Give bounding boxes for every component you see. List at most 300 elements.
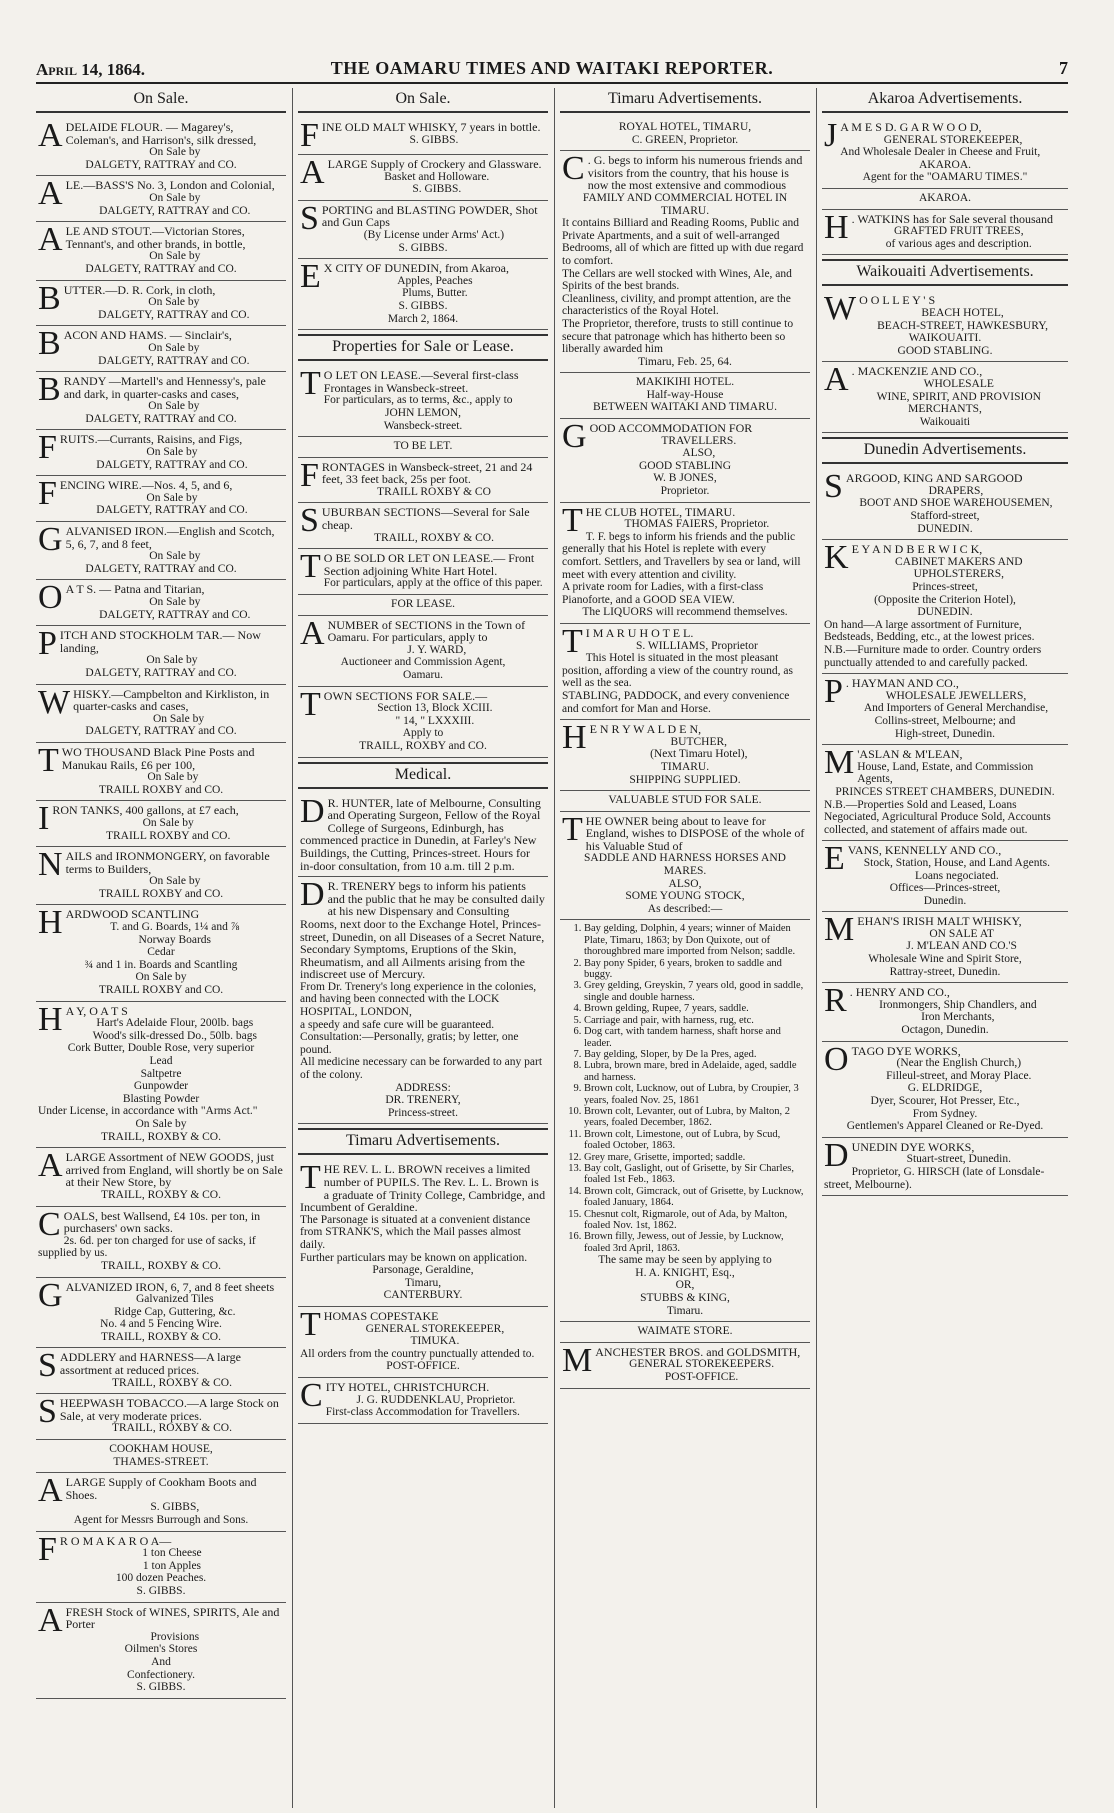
ad-text: MERCHANTS, xyxy=(908,403,982,416)
advertisement xyxy=(298,201,548,259)
ad-text: AKAROA. xyxy=(918,158,972,171)
ad-text: TRAILL ROXBY and CO. xyxy=(98,783,224,796)
ad-headline: AILS and IRONMONGERY, on favorable terms to Builders, xyxy=(65,849,270,876)
drop-cap: T xyxy=(562,622,583,660)
section-heading: On Sale. xyxy=(36,88,286,113)
ad-text: On Sale by xyxy=(142,816,194,829)
ad-headline: ADDLERY and HARNESS—A large assortment at reduced prices. xyxy=(59,1350,241,1378)
ad-headline: A M E S D. G A R W O O D, xyxy=(840,120,982,134)
ad-text: First-class Accommodation for Travellers. xyxy=(325,1406,520,1419)
ad-text: On Sale by xyxy=(135,1117,187,1130)
ad-headline: TAGO DYE WORKS, xyxy=(851,1043,961,1058)
ad-headline: 'ASLAN & M'LEAN, xyxy=(857,747,963,762)
ad-text: DALGETY, RATTRAY and CO. xyxy=(96,458,248,471)
drop-cap: B xyxy=(38,279,61,317)
advertisement xyxy=(822,841,1068,912)
stock-item: 7. Bay gelding, Sloper, by De la Pres, aged. xyxy=(584,1049,808,1060)
ad-text: S. GIBBS, xyxy=(150,1501,200,1514)
drop-cap: S xyxy=(38,1347,57,1385)
column-rule xyxy=(292,88,293,1808)
ad-headline: VALUABLE STUD FOR SALE. xyxy=(608,794,762,807)
ad-text: Ridge Cap, Guttering, &c. xyxy=(114,1305,236,1318)
drop-cap: T xyxy=(38,741,59,779)
drop-cap: C xyxy=(300,1376,323,1414)
ad-text: S. GIBBS. xyxy=(398,241,448,254)
ad-text: It contains Billiard and Reading Rooms, Public and Private Apartments, and a suit of well-arranged Bedrooms, all of which are fitted up with due regard to comfort. xyxy=(562,217,804,267)
advertisement xyxy=(822,362,1068,433)
ad-text: S. WILLIAMS, Proprietor xyxy=(635,639,758,652)
drop-cap: F xyxy=(300,117,319,154)
ad-text: Iron Merchants, xyxy=(921,1011,995,1024)
drop-cap: A xyxy=(300,154,325,191)
column-rule xyxy=(554,88,555,1808)
ad-headline: . MACKENZIE AND CO., xyxy=(851,364,983,379)
ad-headline: R. HUNTER, late of Melbourne, Consulting and Operating Surgeon, Fellow of the Royal College of Surgeons, Edinburgh, has commenced practice in Dunedin, at Farley's New Buildings, the Cutting, Princes-street. Hours for in-door consultation, from 10 a.m. till 2 p.m. xyxy=(300,795,541,873)
advertisement xyxy=(560,503,810,624)
ad-text: DALGETY, RATTRAY and CO. xyxy=(99,204,251,217)
ad-text: Agent for the "OAMARU TIMES." xyxy=(862,171,1028,184)
ad-text: GENERAL STOREKEEPERS. xyxy=(629,1358,775,1371)
ad-text: J. M'LEAN AND CO.'S xyxy=(906,940,1017,953)
ad-headline: ROYAL HOTEL, TIMARU, xyxy=(618,121,752,133)
ad-text: Section 13, Block XCIII. xyxy=(377,702,493,715)
ad-text: Dyer, Scourer, Hot Presser, Etc., xyxy=(870,1095,1020,1107)
ad-text: Ironmongers, Ship Chandlers, and xyxy=(879,998,1037,1011)
ad-headline: OWN SECTIONS FOR SALE.— xyxy=(323,688,488,703)
ad-text: 1 ton Cheese xyxy=(142,1547,202,1560)
drop-cap: G xyxy=(562,418,587,456)
stock-item: 5. Carriage and pair, with harness, rug, etc. xyxy=(584,1015,808,1026)
ad-text: a speedy and safe cure will be guaranteed. xyxy=(300,1018,495,1031)
ad-text: Loans negociated. xyxy=(915,869,999,882)
drop-cap: A xyxy=(38,1147,63,1185)
ad-text: Proprietor, G. HIRSCH (late of Lonsdale-street, Melbourne). xyxy=(824,1165,1045,1191)
drop-cap: D xyxy=(300,792,325,830)
ad-text: Plums, Butter. xyxy=(402,287,468,300)
ad-text: Provisions xyxy=(150,1630,200,1643)
advertisement xyxy=(822,983,1068,1041)
drop-cap: T xyxy=(300,1305,321,1343)
ad-text: Princes-street, xyxy=(912,581,978,594)
ad-text: All orders from the country punctually attended to. xyxy=(300,1347,535,1360)
ad-text: BUTCHER, xyxy=(670,735,728,748)
drop-cap: T xyxy=(300,548,321,586)
ad-text: S. GIBBS. xyxy=(409,133,459,146)
column-on-sale-1 xyxy=(36,88,286,1808)
ad-text: On Sale by xyxy=(146,654,198,667)
ad-text: No. 4 and 5 Fencing Wire. xyxy=(100,1318,222,1331)
ad-text: Timaru, Feb. 25, 64. xyxy=(638,355,732,368)
ad-headline: UNEDIN DYE WORKS, xyxy=(851,1139,975,1154)
ad-text: Gentlemen's Apparel Cleaned or Re-Dyed. xyxy=(846,1120,1044,1133)
ad-text: DALGETY, RATTRAY and CO. xyxy=(99,608,251,621)
drop-cap: C xyxy=(38,1205,61,1243)
drop-cap: F xyxy=(38,475,57,513)
ad-text: Wholesale Wine and Spirit Store, xyxy=(868,953,1022,966)
ad-text: Cedar xyxy=(147,946,175,959)
advertisement xyxy=(298,437,548,458)
ad-text: THOMAS FAIERS, Proprietor. xyxy=(624,518,770,531)
stock-contact: H. A. KNIGHT, Esq., xyxy=(635,1266,735,1279)
ad-text: Galvanized Tiles xyxy=(135,1293,214,1306)
ad-text: Collins-street, Melbourne; and xyxy=(874,714,1016,727)
ad-text: From Dr. Trenery's long experience in the colonies, and having been connected with the LOCK HOSPITAL, LONDON, xyxy=(300,980,537,1019)
drop-cap: E xyxy=(300,258,321,296)
ad-headline: I M A R U H O T E L. xyxy=(585,625,694,640)
ad-text: DALGETY, RATTRAY and CO. xyxy=(85,158,237,171)
ad-headline: OOD ACCOMMODATION FOR xyxy=(589,421,753,436)
ad-text: S. GIBBS. xyxy=(412,183,462,196)
advertisement xyxy=(36,430,286,476)
ad-text: On Sale by xyxy=(152,712,205,725)
ad-text: For particulars, as to terms, &c., apply to xyxy=(323,394,513,407)
ad-text: Cork Butter, Double Rose, very superior xyxy=(67,1042,255,1055)
ad-text: TRAILL, ROXBY & CO. xyxy=(373,531,494,544)
stock-item: 12. Grey mare, Grisette, imported; saddle. xyxy=(584,1152,808,1163)
ad-text: Wansbeck-street. xyxy=(383,419,463,432)
ad-headline: ITY HOTEL, CHRISTCHURCH. xyxy=(325,1379,490,1394)
ad-headline: HISKY.—Campbelton and Kirkliston, in quarter-casks and cases, xyxy=(73,686,270,714)
column-rule xyxy=(816,88,817,1808)
ad-text: Lead xyxy=(149,1055,173,1067)
drop-cap: A xyxy=(38,221,63,259)
ad-text: DRAPERS, xyxy=(928,484,984,497)
advertisement xyxy=(560,373,810,419)
ad-text: ON SALE AT xyxy=(929,927,994,940)
ad-text: TRAILL, ROXBY & CO. xyxy=(111,1422,232,1435)
ad-text: Wood's silk-dressed Do., 50lb. bags xyxy=(92,1029,257,1042)
ad-text: On Sale by xyxy=(149,550,201,563)
ad-text: 2s. 6d. per ton charged for use of sacks, if supplied by us. xyxy=(38,1234,256,1260)
ad-text: 1 ton Apples xyxy=(142,1559,202,1572)
ad-headline: PORTING and BLASTING POWDER, Shot and Gun Caps xyxy=(321,202,538,230)
drop-cap: K xyxy=(824,539,849,577)
ad-text: ADDRESS: xyxy=(395,1081,451,1094)
ad-text: GRAFTED FRUIT TREES, xyxy=(893,225,1024,238)
drop-cap: M xyxy=(824,911,855,949)
drop-cap: M xyxy=(824,744,855,782)
ad-text: Stuart-street, Dunedin. xyxy=(906,1153,1011,1166)
ad-text: Stock, Station, House, and Land Agents. xyxy=(863,856,1050,869)
drop-cap: A xyxy=(38,117,63,154)
ad-headline: HE REV. L. L. BROWN receives a limited number of PUPILS. The Rev. L. L. Brown is a graduate of Trinity College, Cambridge, and Incumbent of Geraldine. xyxy=(300,1162,546,1215)
ad-text: Proprietor. xyxy=(660,485,710,498)
ad-text: Confectionery. xyxy=(127,1668,195,1681)
advertisement xyxy=(560,791,810,812)
advertisement xyxy=(36,522,286,580)
drop-cap: S xyxy=(824,468,843,506)
advertisement xyxy=(560,720,810,791)
ad-text: The Cellars are well stocked with Wines, Ale, and Spirits of the best brands. xyxy=(562,267,792,293)
ad-headline: O O L L E Y ' S xyxy=(859,293,936,308)
stock-contact: OR, xyxy=(675,1279,695,1292)
ad-headline: LARGE Supply of Cookham Boots and Shoes. xyxy=(65,1475,257,1502)
ad-text: " 14, " LXXXIII. xyxy=(395,714,475,727)
ad-headline: VANS, KENNELLY AND CO., xyxy=(847,843,1002,858)
ad-headline: R. TRENERY begs to inform his patients and the public that he may be consulted daily at his new Dispensary and Consulting Rooms, next door to the Exchange Hotel, Princes-street, Dunedin, on all Diseases of a Secret Nature, Secondary Symptoms, Eruptions of the Skin, Rheumatism, and all Ailments arising from the indiscreet use of Mercury. xyxy=(300,879,545,982)
ad-headline: UTTER.—D. R. Cork, in cloth, xyxy=(63,282,216,297)
ad-headline: ARDWOOD SCANTLING xyxy=(65,907,200,922)
drop-cap: N xyxy=(38,846,63,884)
advertisement xyxy=(822,1138,1068,1196)
column-on-sale-2 xyxy=(298,88,548,1808)
section-heading: Timaru Advertisements. xyxy=(560,88,810,113)
drop-cap: T xyxy=(562,501,583,539)
ad-text: ALSO, xyxy=(682,447,716,460)
ad-text: JOHN LEMON, xyxy=(384,406,462,419)
drop-cap: A xyxy=(824,361,849,399)
ad-text: TRAILL, ROXBY & CO. xyxy=(100,1188,221,1201)
ad-headline: WO THOUSAND Black Pine Posts and Manukau Rails, £6 per 100, xyxy=(61,744,255,772)
advertisement xyxy=(36,1002,286,1149)
ad-text: On Sale by xyxy=(148,341,200,354)
advertisement xyxy=(298,259,548,330)
advertisement xyxy=(822,210,1068,256)
advertisement xyxy=(298,1378,548,1424)
advertisement xyxy=(36,847,286,905)
ad-text: DUNEDIN. xyxy=(917,522,973,535)
advertisement xyxy=(298,118,548,155)
drop-cap: E xyxy=(824,840,845,878)
drop-cap: T xyxy=(300,1159,321,1197)
ad-text: DALGETY, RATTRAY and CO. xyxy=(96,504,248,517)
ad-text: DALGETY, RATTRAY and CO. xyxy=(98,308,250,321)
stock-item: 1. Bay gelding, Dolphin, 4 years; winner of Maiden Plate, Timaru, 1863; by Don Quixote, out of thoroughbred mare imported from Nelson; saddle. xyxy=(584,923,808,957)
drop-cap: I xyxy=(38,800,50,838)
advertisement xyxy=(822,540,1068,674)
drop-cap: A xyxy=(38,1472,63,1510)
advertisement xyxy=(298,1307,548,1378)
column-akaroa-dunedin xyxy=(822,88,1068,1808)
ad-text: (By License under Arms' Act.) xyxy=(363,228,505,241)
stock-item: 16. Brown filly, Jewess, out of Jessie, by Lucknow, foaled 3rd April, 1863. xyxy=(584,1231,808,1254)
stock-item: 10. Brown colt, Levanter, out of Lubra, by Malton, 2 years, foaled December, 1862. xyxy=(584,1106,808,1129)
stock-item: 15. Chesnut colt, Rigmarole, out of Ada, by Malton, foaled Nov. 1st, 1862. xyxy=(584,1209,808,1232)
ad-text: Further particulars may be known on application. xyxy=(300,1251,528,1264)
ad-text: Oilmen's Stores xyxy=(124,1643,198,1656)
ad-headline: LARGE Supply of Crockery and Glassware. xyxy=(327,157,542,171)
ad-headline: HEEPWASH TOBACCO.—A large Stock on Sale, at very moderate prices. xyxy=(59,1396,279,1423)
ad-text: Timaru, xyxy=(404,1276,442,1289)
ad-text: On Sale by xyxy=(149,191,201,204)
stock-contact: The same may be seen by applying to xyxy=(598,1254,772,1267)
ad-headline: DELAIDE FLOUR. — Magarey's, Coleman's, and Harrison's, silk dressed, xyxy=(65,120,257,147)
ad-headline: HOMAS COPESTAKE xyxy=(323,1308,439,1323)
advertisement xyxy=(36,476,286,522)
advertisement xyxy=(560,419,810,503)
section-heading: Medical. xyxy=(298,762,548,789)
ad-headline: LE AND STOUT.—Victorian Stores, Tennant's, and other brands, in bottle, xyxy=(65,224,246,251)
ad-text: DUNEDIN. xyxy=(917,606,973,619)
page-number: 7 xyxy=(1059,58,1068,78)
drop-cap: A xyxy=(38,1601,63,1639)
drop-cap: C xyxy=(562,150,585,188)
ad-text: TRAVELLERS. xyxy=(661,434,737,447)
ad-text: TRAILL ROXBY and CO. xyxy=(98,887,224,900)
drop-cap: R xyxy=(824,982,847,1020)
advertisement xyxy=(298,877,548,1124)
drop-cap: D xyxy=(824,1136,849,1174)
advertisement xyxy=(822,674,1068,745)
ad-headline: ACON AND HAMS. — Sinclair's, xyxy=(63,328,232,343)
advertisement xyxy=(36,580,286,626)
ad-text: Norway Boards xyxy=(138,933,212,946)
ad-text: WINE, SPIRIT, AND PROVISION xyxy=(876,390,1041,403)
ad-text: The Proprietor, therefore, trusts to still continue to secure that patronage which has hitherto been so liberally awarded him xyxy=(562,317,794,356)
ad-text: Stafford-street, xyxy=(910,510,980,523)
stock-item: 13. Bay colt, Gaslight, out of Grisette, by Sir Charles, foaled 1st Feb., 1863. xyxy=(584,1163,808,1186)
stock-item: 4. Brown gelding, Rupee, 7 years, saddle. xyxy=(584,1003,808,1014)
advertisement xyxy=(560,624,810,720)
ad-text: Gunpowder xyxy=(133,1080,189,1093)
advertisement xyxy=(560,812,810,921)
ad-headline: RONTAGES in Wansbeck-street, 21 and 24 feet, 33 feet back, 25s per foot. xyxy=(321,459,533,487)
ad-text: The LIQUORS will recommend themselves. xyxy=(582,606,788,619)
ad-text: GOOD STABLING. xyxy=(897,344,993,357)
ad-text: GENERAL STOREKEEPER, xyxy=(883,133,1023,146)
ad-text: CABINET MAKERS AND UPHOLSTERERS, xyxy=(894,555,1023,581)
drop-cap: T xyxy=(300,365,321,403)
issue-date: April 14, 1864. xyxy=(36,60,145,79)
advertisement xyxy=(298,595,548,616)
ad-text: G. ELDRIDGE, xyxy=(907,1082,983,1095)
ad-text: Dunedin. xyxy=(923,894,967,907)
ad-headline: EHAN'S IRISH MALT WHISKY, xyxy=(857,914,1022,929)
stock-items xyxy=(562,923,808,1254)
advertisement xyxy=(36,222,286,280)
ad-headline: TO BE LET. xyxy=(393,440,453,453)
ad-text: CANTERBURY. xyxy=(383,1289,463,1302)
drop-cap: B xyxy=(38,325,61,363)
ad-headline: LARGE Assortment of NEW GOODS, just arrived from England, will shortly be on Sale at their New Store, by xyxy=(65,1150,283,1190)
ad-headline: FOR LEASE. xyxy=(391,598,455,611)
advertisement xyxy=(36,176,286,222)
stock-item: 14. Brown colt, Gimcrack, out of Grisette, by Lucknow, foaled January, 1864. xyxy=(584,1186,808,1209)
ad-text: TRAILL, ROXBY and CO. xyxy=(359,739,487,752)
advertisement xyxy=(36,118,286,176)
section-heading: Akaroa Advertisements. xyxy=(822,88,1068,113)
advertisement xyxy=(560,1322,810,1343)
ad-text: BETWEEN WAITAKI AND TIMARU. xyxy=(593,401,777,414)
ad-text: POST-OFFICE. xyxy=(386,1360,460,1373)
drop-cap: S xyxy=(300,199,319,237)
advertisement xyxy=(36,1603,286,1699)
ad-text: S. GIBBS. xyxy=(136,1681,186,1694)
drop-cap: J xyxy=(824,117,838,154)
drop-cap: H xyxy=(562,719,587,757)
advertisement xyxy=(36,801,286,847)
advertisement xyxy=(36,1473,286,1531)
ad-text: J. Y. WARD, xyxy=(407,643,467,656)
ad-text: TRAILL, ROXBY & CO. xyxy=(100,1330,221,1343)
ad-headline: RON TANKS, 400 gallons, at £7 each, xyxy=(52,803,239,818)
ad-text: Apply to xyxy=(402,727,444,740)
stock-item: 3. Grey gelding, Greyskin, 7 years old, good in saddle, single and double harness. xyxy=(584,980,808,1003)
ad-text: POST-OFFICE. xyxy=(664,1370,739,1383)
ad-text: And Wholesale Dealer in Cheese and Fruit, xyxy=(840,146,1041,159)
ad-headline: O BE SOLD OR LET ON LEASE.— Front Section adjoining White Hart Hotel. xyxy=(323,551,535,578)
advertisement xyxy=(36,1348,286,1394)
ad-text: TRAILL ROXBY & CO xyxy=(377,485,491,498)
ad-text: PRINCES STREET CHAMBERS, DUNEDIN. xyxy=(835,785,1055,798)
ad-headline: X CITY OF DUNEDIN, from Akaroa, xyxy=(323,261,509,276)
ad-headline: A T S. — Patna and Titarian, xyxy=(65,582,205,597)
ad-headline: ALVANISED IRON.—English and Scotch, 5, 6, 7, and 8 feet, xyxy=(65,524,275,551)
ad-text: DALGETY, RATTRAY and CO. xyxy=(85,262,237,275)
ad-headline: E N R Y W A L D E N, xyxy=(589,722,702,737)
drop-cap: S xyxy=(300,502,319,540)
ad-text: Filleul-street, and Moray Place. xyxy=(886,1069,1032,1082)
ad-text: All medicine necessary can be forwarded to any part of the colony. xyxy=(300,1056,543,1082)
ad-text: GOOD STABLING xyxy=(638,459,732,472)
advertisement xyxy=(36,685,286,743)
drop-cap: O xyxy=(824,1040,849,1078)
advertisement xyxy=(560,1343,810,1389)
ad-text: S. GIBBS. xyxy=(398,299,448,312)
ad-headline: E Y A N D B E R W I C K, xyxy=(851,542,983,557)
ad-text: Offices—Princes-street, xyxy=(889,882,1001,895)
drop-cap: D xyxy=(300,876,325,914)
ad-headline: COOKHAM HOUSE, xyxy=(109,1443,213,1456)
advertisement xyxy=(36,281,286,327)
ad-text: C. GREEN, Proprietor. xyxy=(631,133,739,146)
advertisement xyxy=(36,1532,286,1603)
ad-text: On Sale by xyxy=(147,771,199,784)
drop-cap: W xyxy=(824,290,857,328)
ad-text: TRAILL, ROXBY & CO. xyxy=(100,1130,221,1143)
ad-text: TRAILL ROXBY and CO. xyxy=(98,984,224,997)
ad-text: DR. TRENERY, xyxy=(385,1094,461,1107)
ad-headline: . HAYMAN AND CO., xyxy=(845,676,959,691)
advertisement xyxy=(298,1160,548,1307)
ad-text: DALGETY, RATTRAY and CO. xyxy=(85,666,237,679)
ad-text: Octagon, Dunedin. xyxy=(901,1024,989,1037)
section-heading: Waikouaiti Advertisements. xyxy=(822,259,1068,286)
ad-text: (Next Timaru Hotel), xyxy=(650,748,748,761)
ad-text: Waikouaiti xyxy=(919,415,971,428)
ad-text: TIMUKA. xyxy=(410,1335,460,1348)
drop-cap: P xyxy=(38,625,57,663)
ad-text: On hand—A large assortment of Furniture, Bedsteads, Bedding, etc., at the lowest prices. xyxy=(824,618,1035,644)
column-timaru xyxy=(560,88,810,1808)
advertisement xyxy=(36,1148,286,1206)
ad-headline: RANDY —Martell's and Hennessy's, pale and dark, in quarter-casks and cases, xyxy=(63,374,266,401)
advertisement xyxy=(822,469,1068,540)
ad-headline: . WATKINS has for Sale several thousand xyxy=(851,211,1053,226)
ad-headline: O LET ON LEASE.—Several first-class Frontages in Wansbeck-street. xyxy=(323,368,519,395)
ad-text: of various ages and description. xyxy=(885,237,1032,250)
ad-headline: AKAROA. xyxy=(918,191,972,204)
ad-headline: ENCING WIRE.—Nos. 4, 5, and 6, xyxy=(59,478,233,493)
stock-item: 11. Brown colt, Limestone, out of Lubra, by Scud, foaled October, 1863. xyxy=(584,1129,808,1152)
ad-text: House, Land, Estate, and Commission Agents, xyxy=(857,760,1034,786)
advertisement xyxy=(822,912,1068,983)
ad-text: On Sale by xyxy=(148,296,200,309)
ad-headline: LE.—BASS'S No. 3, London and Colonial, xyxy=(65,178,275,193)
ad-text: And Importers of General Merchandise, xyxy=(863,702,1049,715)
drop-cap: F xyxy=(38,429,57,467)
ad-text: GENERAL STOREKEEPER, xyxy=(365,1322,505,1335)
ad-text: (Near the English Church,) xyxy=(896,1057,1022,1070)
ad-text: Cleanliness, civility, and prompt attention, are the characteristics of the Royal Hotel. xyxy=(562,292,791,318)
ad-text: The Parsonage is situated at a convenient distance from STRANK'S, which the Mail passes almost daily. xyxy=(300,1213,531,1251)
advertisement xyxy=(36,743,286,801)
ad-text: SOME YOUNG STOCK, xyxy=(625,890,745,903)
ad-text: Blasting Powder xyxy=(122,1092,200,1105)
ad-text: Oamaru. xyxy=(403,669,443,681)
advertisement xyxy=(822,745,1068,841)
advertisement xyxy=(822,189,1068,210)
